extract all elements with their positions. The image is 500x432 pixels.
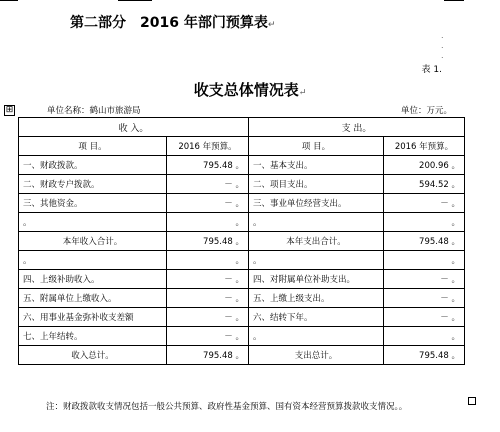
item-cell: 五、上缴上级支出。 — [249, 289, 384, 308]
budget-value-cell: 594.52 。 — [384, 175, 465, 194]
paragraph-mark-icon: ↵ — [267, 20, 276, 30]
table-row — [19, 270, 465, 289]
item-cell: 本年支出合计。 — [249, 232, 384, 251]
page-top-rule — [444, 0, 464, 1]
income-header: 收 入。 — [19, 118, 249, 137]
part-title-text: 第二部分 2016 年部门预算表 — [70, 15, 268, 31]
budget-table — [18, 117, 465, 365]
budget-value-cell: 795.48 。 — [167, 346, 249, 365]
item-cell: 二、财政专户拨款。 — [19, 175, 167, 194]
budget-value-cell: 200.96 。 — [384, 156, 465, 175]
item-cell: 六、用事业基金弥补收支差额 — [19, 308, 167, 327]
table-row — [19, 346, 465, 365]
table-row — [19, 327, 465, 346]
table-row — [19, 156, 465, 175]
item-cell: 三、事业单位经营支出。 — [249, 194, 384, 213]
item-cell: 。 — [19, 251, 167, 270]
budget-value-cell: 795.48 。 — [167, 232, 249, 251]
item-cell: 六、结转下年。 — [249, 308, 384, 327]
budget-value-cell: － 。 — [384, 308, 465, 327]
page-top-rule — [118, 0, 152, 1]
item-cell: 。 — [249, 327, 384, 346]
budget-value-cell: 。 — [384, 213, 465, 232]
table-row — [19, 175, 465, 194]
budget-value-cell: 。 — [167, 251, 249, 270]
table-title-text: 收支总体情况表 — [193, 81, 299, 99]
item-cell: 。 — [19, 213, 167, 232]
table-row — [19, 194, 465, 213]
table-move-handle-icon[interactable]: ⊞ — [5, 105, 14, 115]
income-item-col-header: 项 目。 — [19, 137, 167, 156]
page-corner-marker — [468, 397, 476, 405]
item-cell: 。 — [249, 213, 384, 232]
budget-value-cell: 。 — [384, 327, 465, 346]
budget-value-cell: － 。 — [167, 194, 249, 213]
budget-value-cell: 795.48 。 — [167, 156, 249, 175]
item-cell: 四、对附属单位补助支出。 — [249, 270, 384, 289]
item-cell: 一、财政拨款。 — [19, 156, 167, 175]
table-row — [19, 213, 465, 232]
item-cell: 二、项目支出。 — [249, 175, 384, 194]
item-cell: 本年收入合计。 — [19, 232, 167, 251]
expense-item-col-header: 项 目。 — [249, 137, 384, 156]
paragraph-mark-icon: . — [441, 51, 444, 60]
budget-value-cell: － 。 — [384, 289, 465, 308]
budget-value-cell: 。 — [384, 251, 465, 270]
item-cell: 七、上年结转。 — [19, 327, 167, 346]
unit-currency: 单位：万元。 — [400, 106, 452, 116]
budget-value-cell: － 。 — [384, 270, 465, 289]
income-budget-col-header: 2016 年预算。 — [167, 137, 249, 156]
budget-value-cell: 795.48 。 — [384, 346, 465, 365]
paragraph-mark-icon: ↵ — [298, 88, 307, 98]
table-row — [19, 308, 465, 327]
part-title — [70, 12, 275, 32]
table-number: 表 1. — [421, 65, 442, 75]
item-cell: 一、基本支出。 — [249, 156, 384, 175]
budget-value-cell: － 。 — [167, 270, 249, 289]
budget-value-cell: 。 — [167, 213, 249, 232]
budget-value-cell: － 。 — [167, 327, 249, 346]
footnote: 注：财政拨款收支情况包括一般公共预算、政府性基金预算、国有资本经营预算拨款收支情况。。 — [46, 402, 408, 412]
budget-value-cell: － 。 — [167, 308, 249, 327]
expense-header: 支 出。 — [249, 118, 465, 137]
item-cell: 三、其他资金。 — [19, 194, 167, 213]
unit-name: 单位名称：鹤山市旅游局 — [47, 106, 141, 116]
paragraph-mark-icon: . — [441, 31, 444, 40]
item-cell: 五、附属单位上缴收入。 — [19, 289, 167, 308]
paragraph-mark-icon: . — [441, 41, 444, 50]
budget-value-cell: 795.48 。 — [384, 232, 465, 251]
table-row — [19, 232, 465, 251]
item-cell: 收入总计。 — [19, 346, 167, 365]
item-cell: 支出总计。 — [249, 346, 384, 365]
budget-value-cell: － 。 — [167, 289, 249, 308]
page-top-rule — [0, 0, 18, 1]
budget-value-cell: － 。 — [384, 194, 465, 213]
item-cell: 四、上级补助收入。 — [19, 270, 167, 289]
table-row — [19, 289, 465, 308]
expense-budget-col-header: 2016 年预算。 — [384, 137, 465, 156]
budget-value-cell: － 。 — [167, 175, 249, 194]
table-title — [0, 79, 500, 100]
item-cell: 。 — [249, 251, 384, 270]
table-row — [19, 251, 465, 270]
